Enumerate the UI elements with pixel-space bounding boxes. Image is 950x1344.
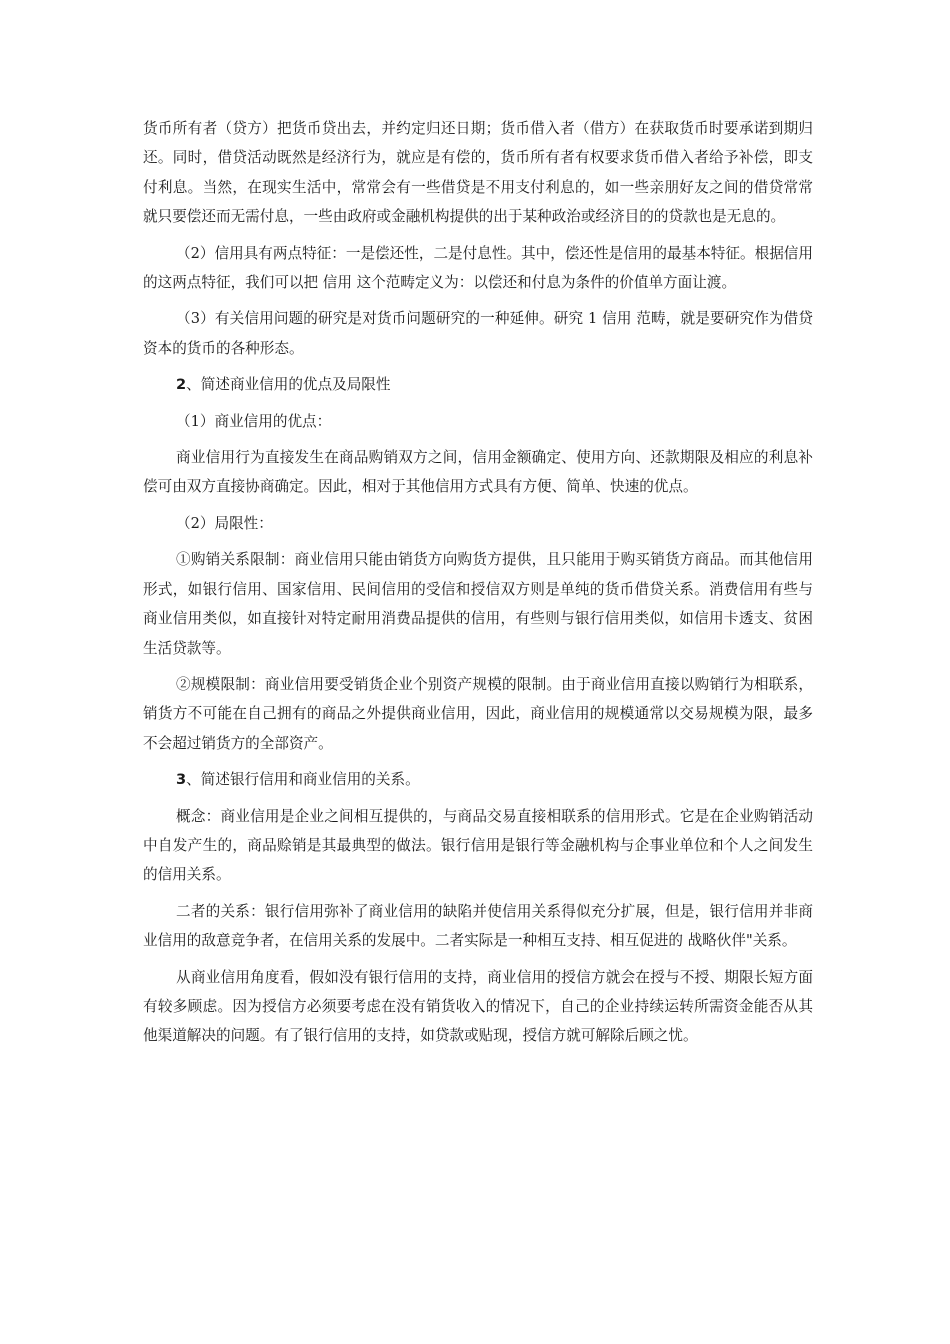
paragraph: 二者的关系：银行信用弥补了商业信用的缺陷并使信用关系得似充分扩展，但是，银行信用并非商业信用的敌意竞争者，在信用关系的发展中。二者实际是一种相互支持、相互促进的 战略伙伴"关系。	[143, 902, 813, 950]
document-body	[143, 114, 813, 1058]
paragraph: （2）信用具有两点特征：一是偿还性，二是付息性。其中，偿还性是信用的最基本特征。根据信用的这两点特征，我们可以把 信用 这个范畴定义为：以偿还和付息为条件的价值单方面让渡。	[143, 244, 813, 292]
section-number: 2	[176, 376, 187, 394]
section-heading	[143, 765, 813, 794]
paragraph: 从商业信用角度看，假如没有银行信用的支持，商业信用的授信方就会在授与不授、期限长短方面有较多顾虑。因为授信方必须要考虑在没有销货收入的情况下，自己的企业持续运转所需资金能否从其他渠道解决的问题。有了银行信用的支持，如贷款或贴现，授信方就可解除后顾之忧。	[143, 968, 813, 1045]
paragraph: ①购销关系限制：商业信用只能由销货方向购货方提供，且只能用于购买销货方商品。而其他信用形式，如银行信用、国家信用、民间信用的受信和授信双方则是单纯的货币借贷关系。消费信用有些与商业信用类似，如直接针对特定耐用消费品提供的信用，有些则与银行信用类似，如信用卡透支、贫困生活贷款等。	[143, 551, 813, 657]
paragraph: （2）局限性：	[176, 514, 273, 532]
paragraph: （1）商业信用的优点：	[176, 412, 332, 430]
paragraph: 商业信用行为直接发生在商品购销双方之间，信用金额确定、使用方向、还款期限及相应的利息补偿可由双方直接协商确定。因此，相对于其他信用方式具有方便、简单、快速的优点。	[143, 449, 813, 496]
section-heading-text: 、简述商业信用的优点及局限性	[186, 376, 391, 394]
section-heading-text: 、简述银行信用和商业信用的关系。	[186, 771, 420, 789]
paragraph: ②规模限制：商业信用要受销货企业个别资产规模的限制。由于商业信用直接以购销行为相联系，销货方不可能在自己拥有的商品之外提供商业信用，因此，商业信用的规模通常以交易规模为限，最多不会超过销货方的全部资产。	[143, 675, 813, 752]
paragraph: 货币所有者（贷方）把货币贷出去，并约定归还日期；货币借入者（借方）在获取货币时要承诺到期归还。同时，借贷活动既然是经济行为，就应是有偿的，货币所有者有权要求货币借入者给予补偿，即支付利息。当然，在现实生活中，常常会有一些借贷是不用支付利息的，如一些亲朋好友之间的借贷常常就只要偿还而无需付息，一些由政府或金融机构提供的出于某种政治或经济目的的贷款也是无息的。	[143, 120, 813, 226]
section-heading	[143, 370, 813, 399]
paragraph: （3）有关信用问题的研究是对货币问题研究的一种延伸。研究 1 信用 范畴，就是要研究作为借贷资本的货币的各种形态。	[143, 310, 813, 357]
paragraph: 概念：商业信用是企业之间相互提供的，与商品交易直接相联系的信用形式。它是在企业购销活动中自发产生的，商品赊销是其最典型的做法。银行信用是银行等金融机构与企事业单位和个人之间发生的信用关系。	[143, 807, 813, 884]
section-number: 3	[176, 771, 187, 789]
